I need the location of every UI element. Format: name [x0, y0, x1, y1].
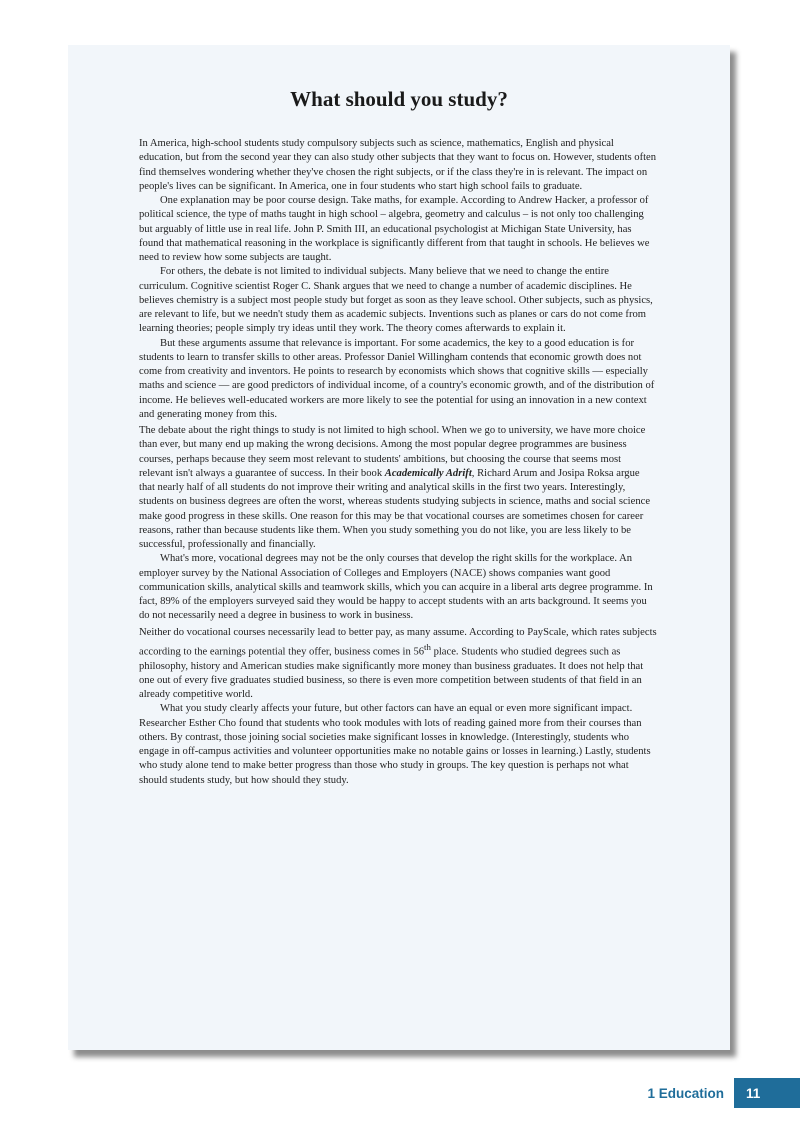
ordinal-suffix: th [424, 641, 431, 652]
page-number: 11 [734, 1078, 800, 1108]
article-body [139, 137, 657, 788]
paragraph-7-end: place. Students who studied degrees such as philosophy, history and American studies make significantly more money than business graduates. It does not help that one out of every five graduates studied business, so there is even more competition between students of that field in an already competitive world. [139, 646, 644, 701]
page-footer [647, 1078, 800, 1108]
book-title: Academically Adrift [384, 467, 472, 479]
page-sheet [68, 45, 730, 1050]
section-label: 1 Education [647, 1085, 724, 1101]
paragraph-2: One explanation may be poor course design. Take maths, for example. According to Andrew Hacker, a professor of political science, the type of maths taught in high school – algebra, geometry and calculus – is not only too challenging but arguably of little use in real life. John P. Smith III, an educational psychologist at Michigan State University, has found that mathematical reasoning in the workplace is significantly different from that taught in schools. He believes we need to review how some subjects are taught. [139, 195, 650, 263]
paragraph-7 [139, 626, 657, 703]
paragraph-5 [139, 424, 657, 552]
paragraph-4: But these arguments assume that relevance is important. For some academics, the key to a good education is for students to learn to transfer skills to other areas. Professor Daniel Willingham contends that economic growth does not come from creativity and inventors. He points to research by economists which shows that cognitive skills — especially maths and science — are good predictors of individual income, of a country's economic growth, and of the distribution of income. He believes well-educated workers are more likely to see the potential for using an innovation in a new context and generating money from this. [139, 337, 655, 420]
article-title: What should you study? [290, 87, 508, 111]
paragraph-1: In America, high-school students study compulsory subjects such as science, mathematics, English and physical education, but from the second year they can also study other subjects that they want to focus on. However, students often find themselves wondering whether they've chosen the right subjects, or if the class they're in is relevant. The impact on people's lives can be significant. In America, one in four students who start high school fails to graduate. [139, 138, 657, 192]
paragraph-5-start: The debate about the right things to study is not limited to high school. When we go to university, we have more choice than ever, but many end up making the wrong decisions. Among the most popular degree programmes are business courses, perhaps because they seem most relevant to students' ambitions, but choosing the course that seems most relevant isn't always a guarantee of success. In their book [139, 425, 646, 479]
paragraph-6: What's more, vocational degrees may not be the only courses that develop the right skills for the workplace. An employer survey by the National Association of Colleges and Employers (NACE) shows companies want good communication skills, analytical skills and teamwork skills, which you can acquire in a liberal arts degree programme. In fact, 89% of the employers surveyed said they would be happy to accept students with an arts background. It seems you do not necessarily need a degree in business to work in business. [139, 553, 653, 622]
paragraph-7-start: Neither do vocational courses necessarily lead to better pay, as many assume. According to PayScale, which rates subjects according to the earnings potential they offer, business comes in 56 [139, 626, 657, 658]
paragraph-5-end: , Richard Arum and Josipa Roksa argue that nearly half of all students do not improve their writing and analytical skills in the first two years. Interestingly, students on business degrees are often the worst, whereas students studying subjects in science, maths and social science make good progress in these skills. One reason for this may be that vocational courses are sometimes chosen for career reasons, rather than because students like them. When you study something you do not like, you are less likely to be successful, professionally and financially. [139, 467, 651, 550]
paragraph-3: For others, the debate is not limited to individual subjects. Many believe that we need to change the entire curriculum. Cognitive scientist Roger C. Shank argues that we need to change a number of academic disciplines. He believes chemistry is a subject most people study but forget as soon as they leave school. Other subjects, such as physics, are relevant to life, but we needn't study them as academic subjects. Inventions such as planes or cars do not come from learning theories; people simply try ideas until they work. The theory comes afterwards to explain it. [139, 266, 653, 335]
paragraph-8: What you study clearly affects your future, but other factors can have an equal or even more significant impact. Researcher Esther Cho found that students who took modules with lots of reading gained more from their courses than others. By contrast, those joining social societies make significant losses in knowledge. (Interestingly, students who engage in off-campus activities and volunteer opportunities make no notable gains or losses in learning.) Lastly, students who study alone tend to make better progress than those who study in groups. The key question is perhaps not what should students study, but how should they study. [139, 703, 651, 786]
